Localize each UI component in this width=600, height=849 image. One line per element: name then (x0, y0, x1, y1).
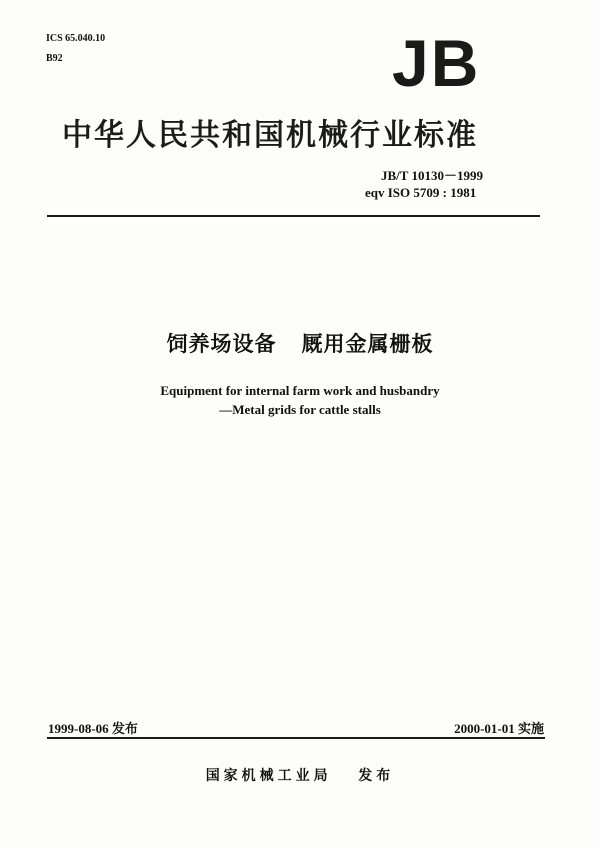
title-english-line2: —Metal grids for cattle stalls (219, 402, 381, 417)
classification-code: B92 (46, 53, 63, 64)
equivalent-standard: eqv ISO 5709 : 1981 (365, 185, 477, 200)
publisher: 国家机械工业局 发布 (205, 768, 395, 784)
org-title: 中华人民共和国机械行业标准 (62, 118, 478, 153)
implementation-date: 2000-01-01 实施 (454, 721, 544, 736)
ics-code: ICS 65.040.10 (46, 33, 106, 44)
bottom-divider (47, 737, 545, 739)
title-chinese: 饲养场设备 厩用金属栅板 (166, 332, 434, 356)
jb-logo: JB (392, 26, 481, 100)
top-divider (47, 215, 540, 217)
standard-number: JB/T 10130－1999 (381, 168, 483, 183)
issue-date: 1999-08-06 发布 (48, 721, 138, 736)
title-english-line1: Equipment for internal farm work and husbandry (160, 383, 440, 398)
